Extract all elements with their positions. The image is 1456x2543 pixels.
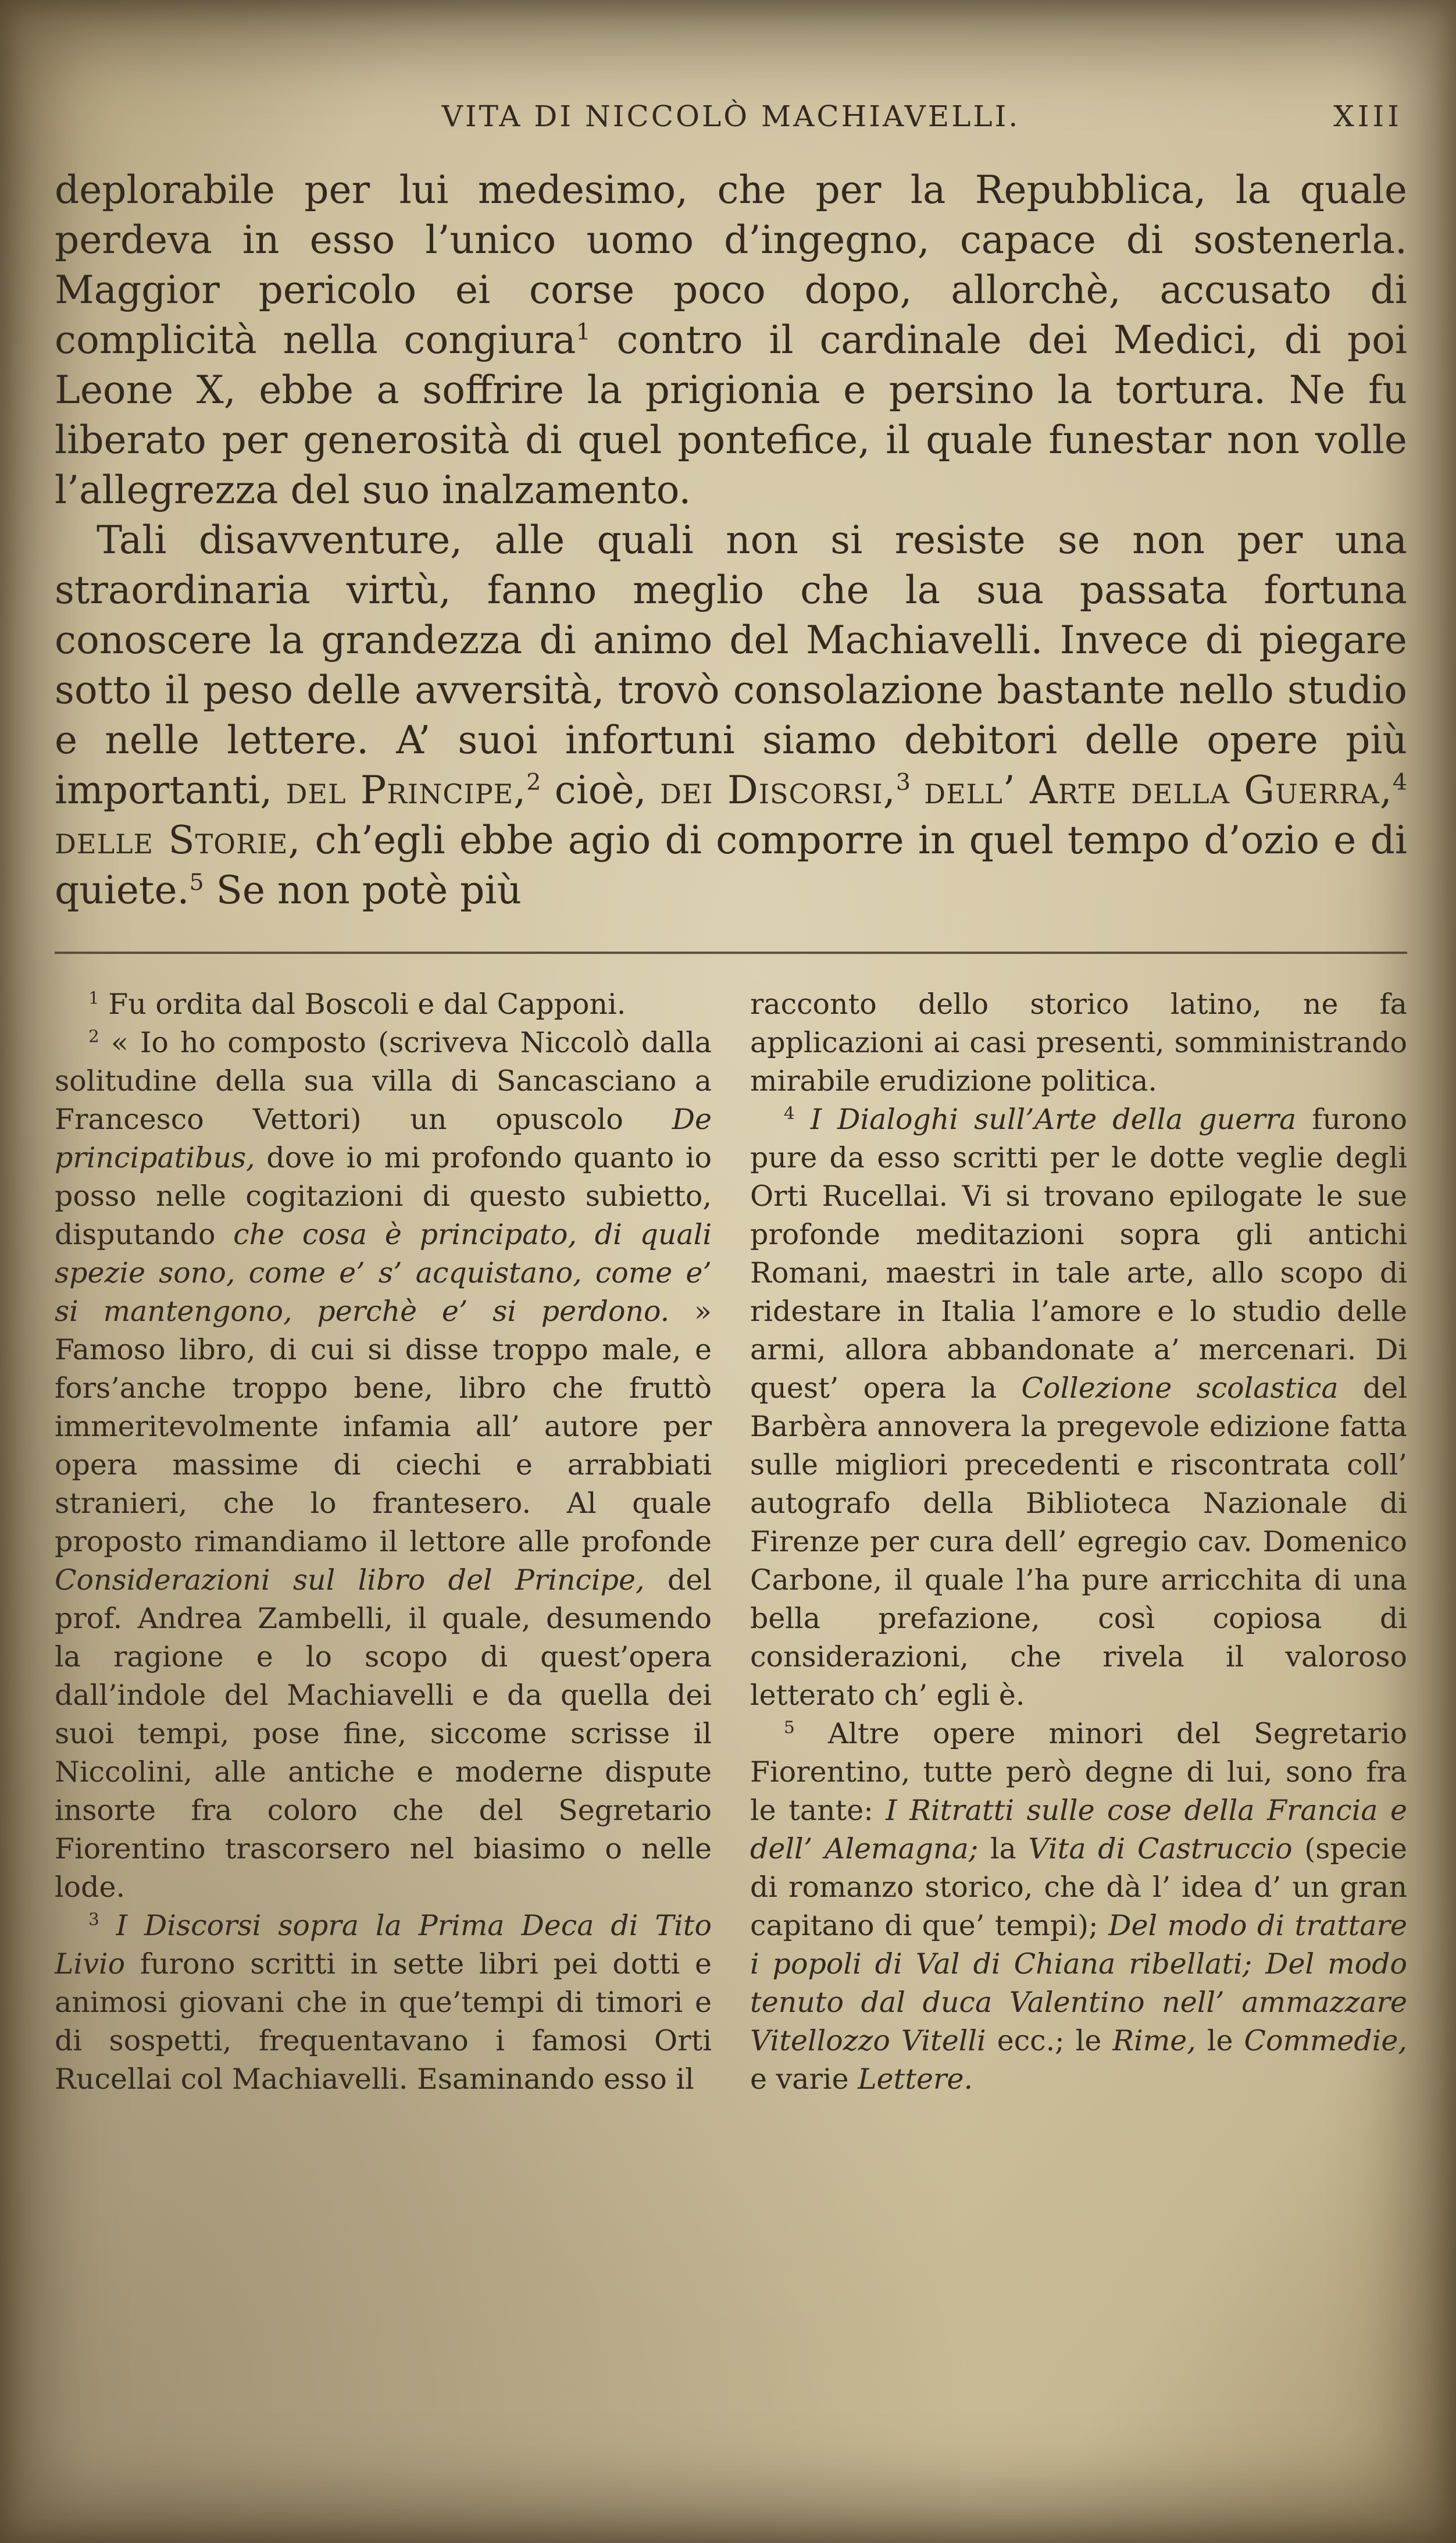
footnote	[750, 1100, 1407, 1715]
footnote	[55, 985, 712, 1024]
text-run: del prof. Andrea Zambelli, il quale, desumendo la ragione e lo scopo di quest’opera dall’indole del Machiavelli e da quella dei suoi tempi, pose fine, siccome scrisse il Niccolini, alle antiche e moderne dispute insorte fra coloro che del Segretario Fiorentino trascorsero nel biasimo o nelle lode.	[55, 1563, 712, 1904]
footnote-reference: 2	[526, 769, 541, 796]
text-run: (specie di romanzo storico, che dà l’ idea d’ un gran capitano di que’ tempi);	[750, 1832, 1407, 1942]
body-paragraph	[55, 515, 1407, 916]
text-run: del Barbèra annovera la pregevole edizione fatta sulle migliori precedenti e riscontrata coll’ autografo della Biblioteca Nazionale di Firenze per cura dell’ egregio cav. Domenico Carbone, il quale l’ha pure arricchita di una bella prefazione, così copiosa di considerazioni, che rivela il valoroso letterato ch’ egli è.	[750, 1372, 1407, 1712]
text-run: delle Storie,	[55, 818, 301, 863]
text-run: I Discorsi sopra la Prima Deca di Tito Livio	[55, 1909, 712, 1981]
text-run: furono pure da esso scritti per le dotte veglie degli Orti Rucellai. Vi si trovano epilogate le sue profonde meditazioni sopra gli antichi Romani, maestri in tale arte, allo scopo di ridestare in Italia l’amore e lo studio delle armi, allora abbandonate a’ mercenari. Di quest’ opera la	[750, 1103, 1407, 1405]
footnote-reference: 1	[576, 319, 591, 346]
footnote-reference: 3	[88, 1909, 99, 1929]
footnotes-section	[55, 985, 1407, 2099]
footnote-column-left	[55, 985, 712, 2099]
text-run: ch’egli ebbe agio di comporre in quel tempo d’ozio e di quiete.	[55, 818, 1407, 913]
text-run: che cosa è principato, di quali spezie sono, come e’ s’ acquistano, come e’ si mantengono, perchè e’ si perdono.	[55, 1218, 712, 1328]
text-run: cioè,	[541, 768, 660, 813]
text-run: furono scritti in sette libri pei dotti e animosi giovani che in que’tempi di timori e di sospetti, frequentavano i famosi Orti Rucellai col Machiavelli. Esaminando esso il	[55, 1947, 712, 2096]
text-run: dove io mi profondo quanto io posso nelle cogitazioni di questo subietto, disputando	[55, 1141, 712, 1251]
text-run: ecc.; le	[986, 2024, 1113, 2057]
text-run: I Ritratti sulle cose della Francia e dell’ Alemagna;	[750, 1794, 1407, 1865]
footnote-reference: 3	[895, 769, 911, 796]
text-run: dei Discorsi,	[659, 768, 896, 813]
text-run: Fu ordita dal Boscoli e dal Capponi.	[99, 988, 626, 1021]
text-run: e varie	[750, 2063, 858, 2096]
footnote-reference: 2	[88, 1026, 99, 1046]
text-run: Commedie,	[1244, 2024, 1407, 2057]
text-run: Considerazioni sul libro del Principe,	[55, 1563, 645, 1597]
text-run: le	[1196, 2024, 1244, 2057]
text-run: Altre opere minori del Segretario Fiorentino, tutte però degne di lui, sono fra le tante:	[750, 1717, 1407, 1827]
text-run: Collezione scolastica	[1021, 1372, 1339, 1405]
body-paragraph	[55, 165, 1407, 515]
text-run: Tali disavventure, alle quali non si resiste se non per una straordinaria virtù, fanno meglio che la sua passata fortuna conoscere la grandezza di animo del Machiavelli. Invece di piegare sotto il peso delle avversità, trovò consolazione bastante nello studio e nelle lettere. A’ suoi infortuni siamo debitori delle opere più importanti,	[55, 518, 1407, 813]
footnote-reference: 5	[784, 1717, 795, 1737]
text-run: Se non potè più	[204, 868, 522, 913]
main-text	[55, 165, 1407, 916]
footnote-continuation	[750, 985, 1407, 1100]
page-header	[55, 99, 1407, 134]
text-run: Lettere.	[858, 2063, 973, 2096]
footnote	[55, 1907, 712, 2099]
page-title: VITA DI NICCOLÒ MACHIAVELLI.	[441, 99, 1020, 133]
text-run: deplorabile per lui medesimo, che per la Repubblica, la quale perdeva in esso l’unico uomo d’ingegno, capace di sostenerla. Maggior pericolo ei corse poco dopo, allorchè, accusato di complicità nella congiura	[55, 168, 1407, 362]
footnote	[55, 1024, 712, 1907]
text-run: Vita di Castruccio	[1028, 1832, 1293, 1865]
footnote-reference: 4	[1392, 769, 1408, 796]
text-run: » Famoso libro, di cui si disse troppo male, e fors’anche troppo bene, libro che fruttò immeritevolmente infamia all’ autore per opera massime di ciechi e arrabbiati stranieri, che lo frantesero. Al quale proposto rimandiamo il lettore alle profonde	[55, 1295, 712, 1558]
footnote-separator	[55, 952, 1407, 954]
footnote-reference: 1	[88, 988, 99, 1008]
text-run: « Io ho composto (scriveva Niccolò dalla solitudine della sua villa di Sancasciano a Francesco Vettori) un opuscolo	[55, 1026, 712, 1136]
text-run: contro il cardinale dei Medici, di poi Leone X, ebbe a soffrire la prigionia e persino la tortura. Ne fu liberato per generosità di quel pontefice, il quale funestar non volle l’allegrezza del suo inalzamento.	[55, 318, 1407, 512]
footnote-reference: 4	[784, 1103, 795, 1123]
text-run: De principatibus,	[55, 1103, 712, 1174]
text-run: la	[978, 1832, 1029, 1865]
text-run	[911, 768, 924, 813]
text-run: Del modo di trattare i popoli di Val di Chiana ribellati; Del modo tenuto dal duca Valentino nell’ ammazzare Vitellozzo Vitelli	[750, 1909, 1407, 2057]
footnote	[750, 1715, 1407, 2099]
page-number: XIII	[1333, 99, 1403, 133]
text-run: racconto dello storico latino, ne fa applicazioni ai casi presenti, somministrando mirabile erudizione politica.	[750, 988, 1407, 1098]
footnote-reference: 5	[189, 869, 204, 896]
text-run: del Principe,	[286, 768, 527, 813]
text-run: dell’ Arte della Guerra,	[924, 768, 1393, 813]
text-run: I Dialoghi sull’Arte della guerra	[794, 1103, 1297, 1136]
footnote-column-right	[750, 985, 1407, 2099]
text-run: Rime,	[1112, 2024, 1196, 2057]
